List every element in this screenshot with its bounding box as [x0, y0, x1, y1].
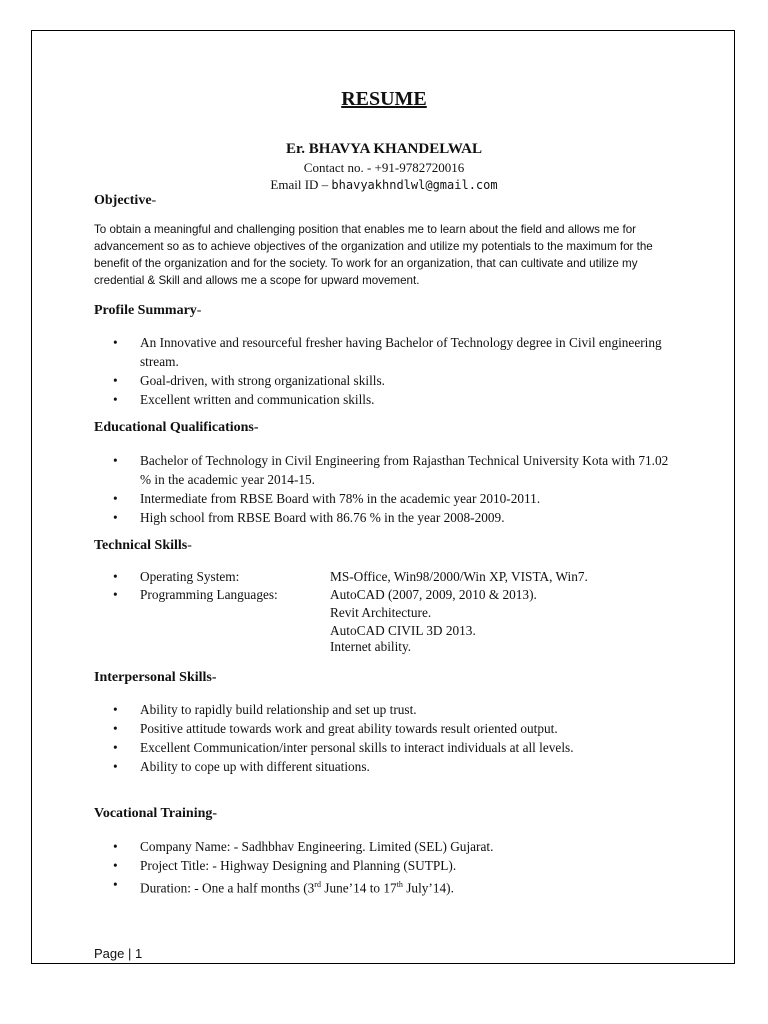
list-item: • Company Name: - Sadhbhav Engineering. Limited (SEL) Gujarat.: [113, 839, 494, 854]
email-label: Email ID –: [270, 177, 332, 192]
education-list: [0, 451, 680, 527]
programming-value: AutoCAD (2007, 2009, 2010 & 2013).: [330, 587, 537, 602]
list-item: • An Innovative and resourceful fresher having Bachelor of Technology degree in Civil engineering stream.: [113, 335, 662, 369]
profile-summary-heading: Profile Summary-: [94, 303, 202, 318]
resume-title: RESUME: [341, 88, 427, 110]
list-item: • Intermediate from RBSE Board with 78% in the academic year 2010-2011.: [113, 491, 541, 506]
contact-number: Contact no. - +91-9782720016: [303, 160, 465, 175]
vocational-list: [0, 837, 680, 897]
list-item: • High school from RBSE Board with 86.76 % in the year 2008-2009.: [113, 510, 505, 525]
email-line: [0, 177, 768, 193]
list-item: • Ability to cope up with different situations.: [113, 759, 370, 774]
list-item: • Bachelor of Technology in Civil Engineering from Rajasthan Technical University Kota with 71.02 % in the academic year 2014-15.: [113, 453, 669, 487]
programming-value: Revit Architecture.: [330, 605, 432, 620]
list-item: • Excellent written and communication skills.: [113, 392, 375, 407]
interpersonal-list: [0, 700, 680, 776]
education-heading: Educational Qualifications-: [94, 420, 259, 435]
objective-heading: Objective-: [94, 193, 157, 208]
programming-value: Internet ability.: [330, 639, 412, 654]
profile-summary-list: [0, 333, 680, 409]
list-item: • Goal-driven, with strong organizational skills.: [113, 373, 385, 388]
page-number: Page | 1: [94, 946, 143, 961]
bullet: •: [113, 569, 118, 584]
list-item: • Duration: - One a half months (3rd June’14 to 17th July’14).: [113, 877, 454, 896]
os-value: MS-Office, Win98/2000/Win XP, VISTA, Win7.: [330, 569, 588, 584]
programming-label: Programming Languages:: [140, 587, 278, 602]
email-address: bhavyakhndlwl@gmail.com: [331, 178, 498, 192]
bullet: •: [113, 587, 118, 602]
programming-value: AutoCAD CIVIL 3D 2013.: [330, 623, 476, 638]
objective-text: To obtain a meaningful and challenging position that enables me to learn about the field and allows me for advancement so as to achieve objectives of the organization and utilize my potentials to the maximum for the benefit of the organization and for the society. To work for an organization, that can cultivate and utilize my credential & Skill and allows me a scope for upward movement.: [94, 223, 653, 287]
list-item: • Project Title: - Highway Designing and Planning (SUTPL).: [113, 858, 457, 873]
candidate-name: Er. BHAVYA KHANDELWAL: [285, 141, 483, 157]
list-item: • Positive attitude towards work and great ability towards result oriented output.: [113, 721, 558, 736]
vocational-heading: Vocational Training-: [94, 806, 218, 821]
os-label: Operating System:: [140, 569, 240, 584]
interpersonal-heading: Interpersonal Skills-: [94, 670, 217, 685]
list-item: • Excellent Communication/inter personal skills to interact individuals at all levels.: [113, 740, 574, 755]
list-item: • Ability to rapidly build relationship and set up trust.: [113, 702, 417, 717]
technical-skills-heading: Technical Skills-: [94, 538, 192, 553]
